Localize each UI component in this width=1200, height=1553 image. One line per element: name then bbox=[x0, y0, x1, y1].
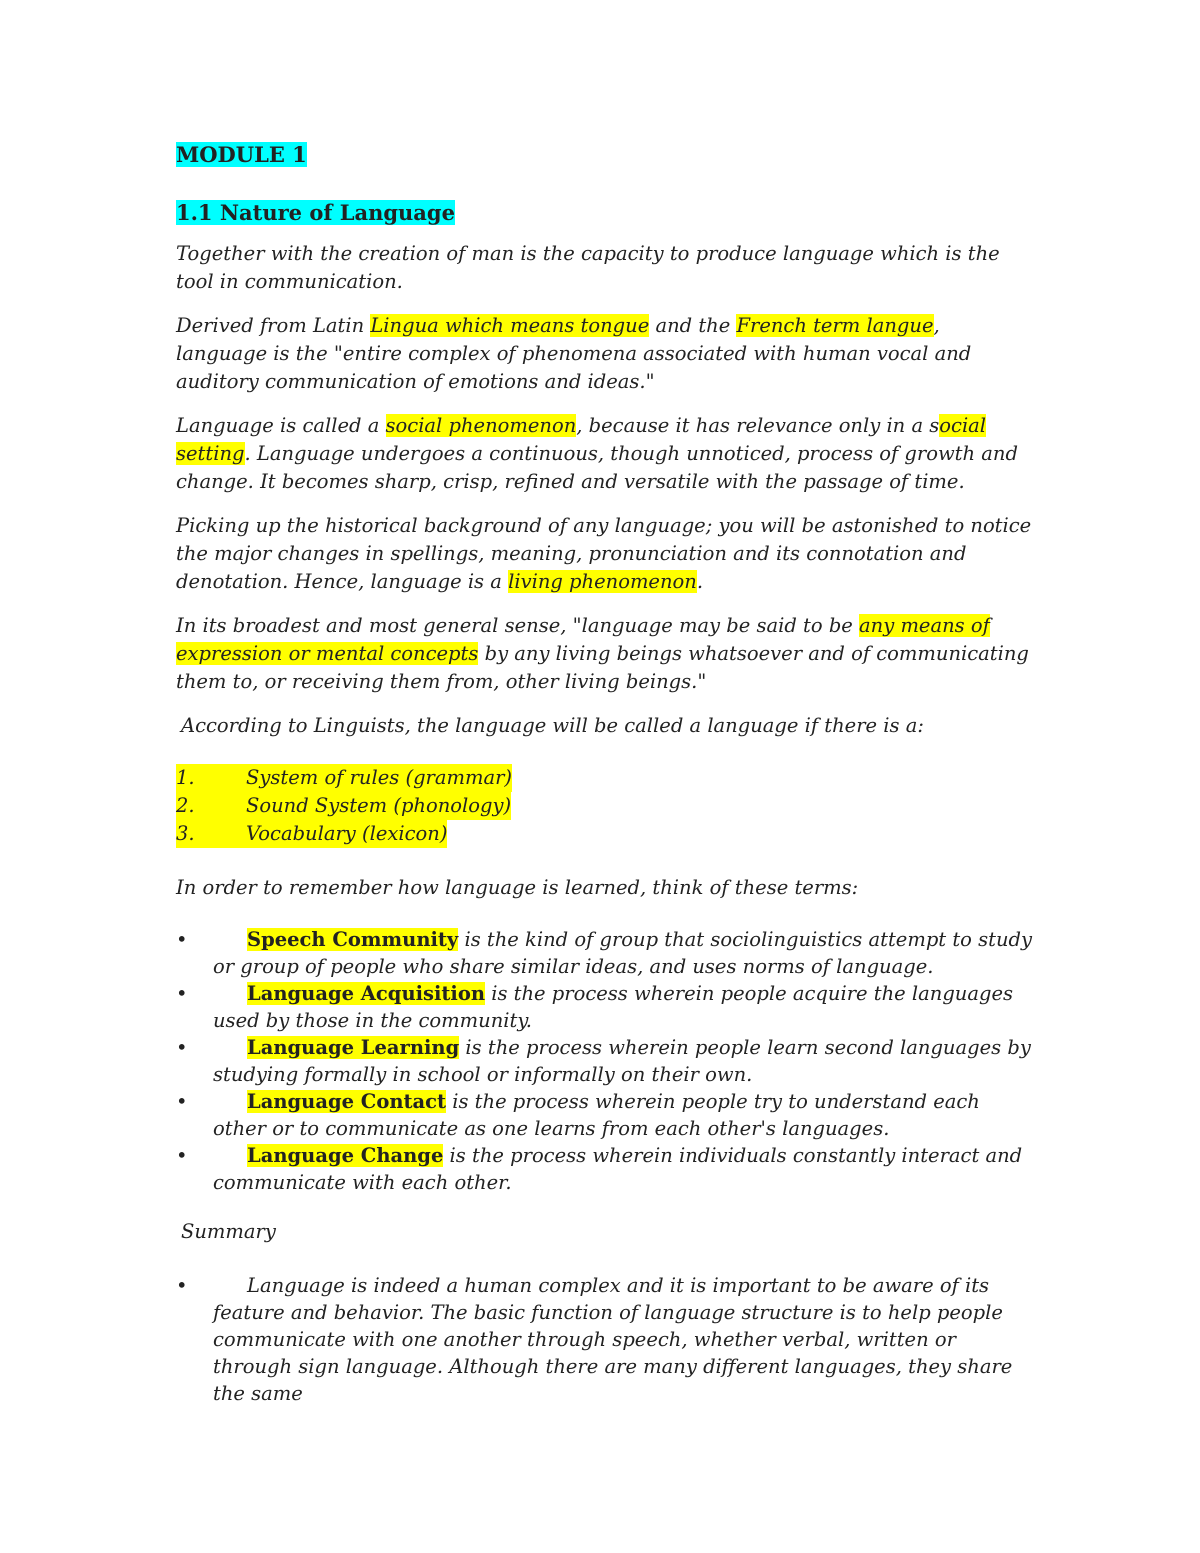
paragraph-historical bbox=[176, 512, 1036, 596]
term-label: Language Change bbox=[247, 1144, 444, 1167]
term-desc: is the process wherein people learn second languages by studying formally in school or informally on their own. bbox=[213, 1036, 1031, 1086]
paragraph-derivation bbox=[176, 312, 1036, 396]
list-item bbox=[176, 926, 1036, 980]
term-line bbox=[213, 982, 1013, 1032]
term-desc: is the kind of group that sociolinguistics attempt to study or group of people who share similar ideas, and uses norms of language. bbox=[213, 928, 1033, 978]
term-desc: is the process wherein people try to understand each other or to communicate as one learns from each other's languages. bbox=[213, 1090, 980, 1140]
term-line bbox=[213, 1144, 1022, 1194]
summary-list bbox=[176, 1272, 1036, 1407]
paragraph-linguists: According to Linguists, the language will be called a language if there is a: bbox=[181, 714, 924, 737]
paragraph-intro: Together with the creation of man is the capacity to produce language which is the tool in communication. bbox=[176, 242, 1000, 293]
paragraph-terms-intro: In order to remember how language is learned, think of these terms: bbox=[176, 876, 859, 899]
list-number: 2. bbox=[176, 794, 195, 817]
criteria-item-highlight bbox=[176, 764, 512, 792]
text-run: . Language undergoes a continuous, though unnoticed, process of growth and change. It becomes sharp, crisp, refined and versatile with the passage of time. bbox=[176, 442, 1018, 493]
criteria-list bbox=[176, 764, 1036, 848]
module-title-text: MODULE 1 bbox=[176, 142, 307, 167]
list-item bbox=[176, 1088, 1036, 1142]
paragraph-social bbox=[176, 412, 1036, 496]
bullet-icon: • bbox=[176, 982, 188, 1005]
list-item bbox=[176, 1034, 1036, 1088]
summary-label: Summary bbox=[181, 1220, 276, 1243]
criteria-item-highlight bbox=[176, 792, 511, 820]
term-label: Language Contact bbox=[247, 1090, 447, 1113]
term-line bbox=[213, 928, 1032, 978]
term-label: Speech Community bbox=[247, 928, 459, 951]
list-item bbox=[176, 792, 1036, 820]
list-text: System of rules (grammar) bbox=[246, 766, 513, 789]
text-run: , language is the "entire complex of phenomena associated with human vocal and auditory communication of emotions and ideas." bbox=[176, 314, 972, 393]
section-title bbox=[176, 198, 1036, 228]
text-run: . bbox=[696, 570, 704, 593]
list-text: Sound System (phonology) bbox=[246, 794, 512, 817]
summary-text: Language is indeed a human complex and it is important to be aware of its feature and behavior. The basic function of language structure is to help people communicate with one another through speech, whether verbal, written or through sign language. Although there are many different languages, they share the same bbox=[213, 1274, 1013, 1405]
term-line bbox=[213, 1036, 1031, 1086]
highlight-living-phenomenon: living phenomenon bbox=[508, 570, 697, 593]
list-item bbox=[176, 1142, 1036, 1196]
document-page bbox=[176, 140, 1036, 1429]
text-run: and the bbox=[649, 314, 737, 337]
list-text: Vocabulary (lexicon) bbox=[246, 822, 448, 845]
term-desc: is the process wherein individuals constantly interact and communicate with each other. bbox=[213, 1144, 1023, 1194]
criteria-item-highlight bbox=[176, 820, 447, 848]
text-run: Language is called a bbox=[176, 414, 386, 437]
section-title-text: 1.1 Nature of Language bbox=[176, 200, 455, 225]
terms-list bbox=[176, 926, 1036, 1196]
term-label: Language Acquisition bbox=[247, 982, 486, 1005]
highlight-social-setting: ocial setting bbox=[176, 414, 987, 465]
module-title bbox=[176, 140, 1036, 170]
bullet-icon: • bbox=[176, 1090, 188, 1113]
text-run: Picking up the historical background of any language; you will be astonished to notice the major changes in spellings, meaning, pronunciation and its connotation and denotation. Hence, language is a bbox=[176, 514, 1032, 593]
paragraph-broadest bbox=[176, 612, 1036, 696]
highlight-lingua: Lingua which means tongue bbox=[370, 314, 650, 337]
bullet-icon: • bbox=[176, 1036, 188, 1059]
text-run: In its broadest and most general sense, "language may be said to be bbox=[176, 614, 860, 637]
highlight-any-means: any means of expression or mental concepts bbox=[176, 614, 990, 665]
term-line bbox=[213, 1090, 980, 1140]
term-label: Language Learning bbox=[247, 1036, 460, 1059]
highlight-langue: French term langue bbox=[736, 314, 934, 337]
bullet-icon: • bbox=[176, 1274, 188, 1297]
list-number: 3. bbox=[176, 822, 195, 845]
list-item bbox=[176, 1272, 1036, 1407]
bullet-icon: • bbox=[176, 1144, 188, 1167]
list-item bbox=[176, 980, 1036, 1034]
list-number: 1. bbox=[176, 766, 195, 789]
term-desc: is the process wherein people acquire the languages used by those in the community. bbox=[213, 982, 1014, 1032]
text-run: Derived from Latin bbox=[176, 314, 371, 337]
text-run: by any living beings whatsoever and of communicating them to, or receiving them from, other living beings." bbox=[176, 642, 1029, 693]
list-item bbox=[176, 820, 1036, 848]
highlight-social-phenomenon: social phenomenon bbox=[385, 414, 577, 437]
bullet-icon: • bbox=[176, 928, 188, 951]
text-run: , because it has relevance only in a s bbox=[576, 414, 940, 437]
list-item bbox=[176, 764, 1036, 792]
